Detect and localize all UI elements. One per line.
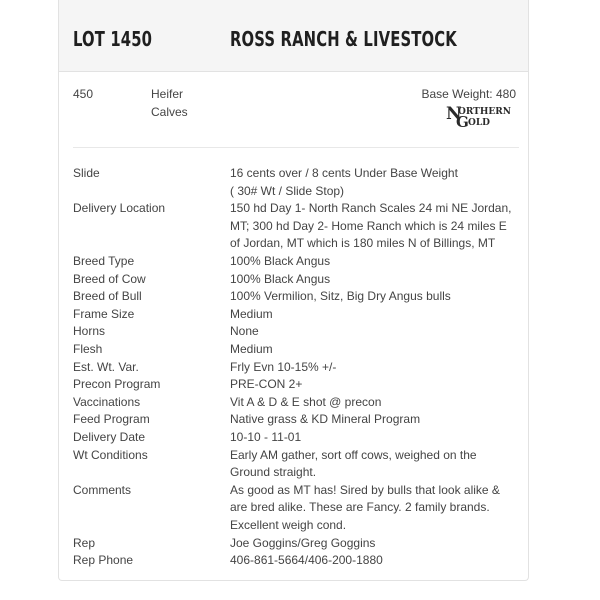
detail-label-rep-phone: Rep Phone (73, 553, 134, 568)
detail-label-breed-of-bull: Breed of Bull (73, 289, 142, 304)
logo-line1: ORTHERN (458, 107, 511, 117)
detail-value-breed-of-cow: 100% Black Angus (230, 271, 331, 286)
detail-value-delivery-date: 10-10 - 11-01 (230, 430, 302, 444)
detail-label-horns: Horns (73, 324, 106, 339)
detail-value-comments: Excellent weigh cond. (230, 518, 347, 532)
seller-name: ROSS RANCH & LIVESTOCK (230, 27, 457, 51)
cattle-type-line2: Calves (151, 104, 188, 119)
logo-letter-g: G (456, 113, 469, 128)
detail-label-frame-size: Frame Size (73, 306, 135, 321)
section-divider (73, 147, 519, 148)
head-count: 450 (73, 87, 94, 101)
detail-value-breed-type: 100% Black Angus (230, 254, 331, 268)
detail-label-precon-program: Precon Program (73, 377, 161, 392)
detail-value-flesh: Medium (230, 342, 273, 356)
detail-value-delivery-location: 150 hd Day 1- North Ranch Scales 24 mi NE Jordan, (230, 201, 512, 216)
detail-value-feed-program: Native grass & KD Mineral Program (230, 412, 421, 427)
detail-label-delivery-date: Delivery Date (73, 430, 146, 444)
detail-value-slide: 16 cents over / 8 cents Under Base Weight (230, 166, 458, 180)
detail-value-comments: are bred alike. These are Fancy. 2 family brands. (230, 500, 490, 515)
detail-label-breed-of-cow: Breed of Cow (73, 271, 146, 286)
northern-gold-logo (445, 103, 519, 128)
detail-value-slide: ( 30# Wt / Slide Stop) (230, 183, 345, 198)
detail-value-wt-conditions: Early AM gather, sort off cows, weighed on the (230, 447, 477, 462)
lot-header (59, 0, 528, 72)
cattle-type-line1: Heifer (151, 87, 184, 101)
detail-label-rep: Rep (73, 535, 96, 550)
detail-label-delivery-location: Delivery Location (73, 201, 166, 216)
detail-value-est-wt-var: Frly Evn 10-15% +/- (230, 359, 337, 374)
base-weight: Base Weight: 480 (421, 87, 516, 101)
detail-label-breed-type: Breed Type (73, 254, 135, 268)
logo-letter-n: N (446, 104, 462, 124)
lot-number: LOT 1450 (73, 27, 153, 51)
detail-value-frame-size: Medium (230, 306, 273, 321)
detail-label-vaccinations: Vaccinations (73, 394, 141, 409)
detail-value-delivery-location: MT; 300 hd Day 2- Home Ranch which is 24 miles E (230, 218, 507, 233)
detail-label-comments: Comments (73, 482, 132, 497)
detail-value-rep: Joe Goggins/Greg Goggins (230, 535, 376, 550)
detail-value-comments: As good as MT has! Sired by bulls that look alike & (230, 482, 500, 497)
detail-label-wt-conditions: Wt Conditions (73, 447, 148, 462)
detail-value-precon-program: PRE-CON 2+ (230, 377, 303, 392)
detail-value-rep-phone: 406-861-5664/406-200-1880 (230, 553, 383, 568)
logo-line2: OLD (468, 118, 490, 128)
detail-label-slide: Slide (73, 166, 100, 180)
lot-card (58, 0, 529, 581)
detail-value-vaccinations: Vit A & D & E shot @ precon (230, 394, 382, 409)
detail-label-feed-program: Feed Program (73, 412, 150, 427)
detail-label-flesh: Flesh (73, 342, 103, 356)
detail-value-delivery-location: of Jordan, MT which is 180 miles N of Billings, MT (230, 236, 496, 251)
detail-value-breed-of-bull: 100% Vermilion, Sitz, Big Dry Angus bulls (230, 289, 451, 304)
detail-value-wt-conditions: Ground straight. (230, 465, 317, 480)
detail-value-horns: None (230, 324, 259, 339)
detail-label-est-wt-var: Est. Wt. Var. (73, 359, 139, 374)
